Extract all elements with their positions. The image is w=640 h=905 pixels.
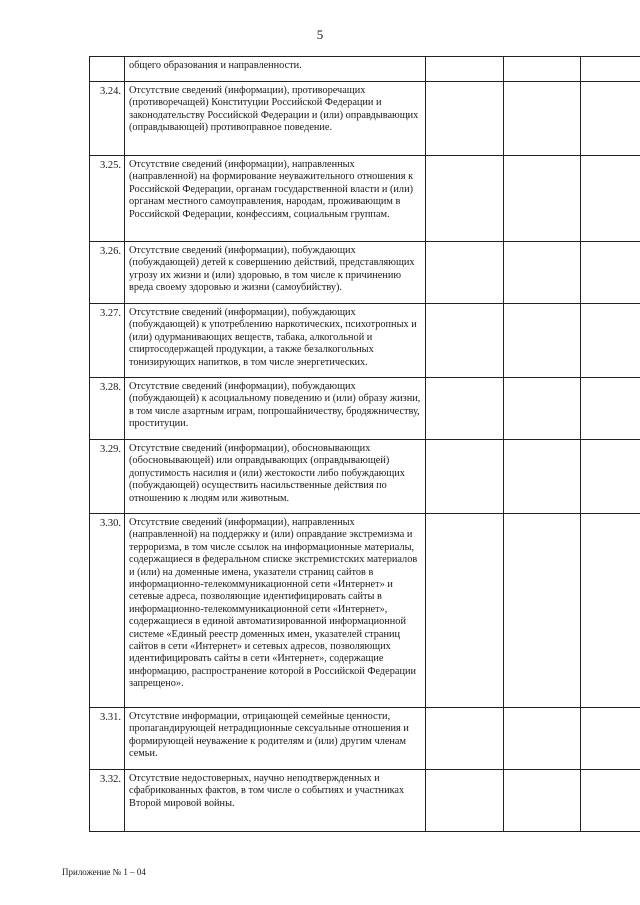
footer-appendix-label: Приложение № 1 – 04 bbox=[62, 867, 146, 877]
page-number: 5 bbox=[316, 27, 324, 42]
requirement-text: общего образования и направленности. bbox=[125, 57, 426, 82]
empty-cell bbox=[581, 242, 640, 304]
empty-cell bbox=[581, 304, 640, 378]
empty-cell bbox=[426, 514, 504, 708]
empty-cell bbox=[426, 57, 504, 82]
table-row bbox=[90, 514, 640, 708]
empty-cell bbox=[504, 708, 581, 770]
row-number: 3.28. bbox=[90, 378, 125, 440]
empty-cell bbox=[426, 708, 504, 770]
empty-cell bbox=[581, 440, 640, 514]
table-row bbox=[90, 156, 640, 242]
empty-cell bbox=[504, 304, 581, 378]
table-row bbox=[90, 304, 640, 378]
table-row bbox=[90, 57, 640, 82]
empty-cell bbox=[504, 242, 581, 304]
requirement-text: Отсутствие сведений (информации), противоречащих (противоречащей) Конституции Российской Федерации и законодательству Российской Федерации и (или) оправдывающих (оправдывающей) противоправное поведение. bbox=[125, 82, 426, 156]
requirement-text: Отсутствие сведений (информации), побуждающих (побуждающей) к употреблению наркотических, психотропных и (или) одурманивающих веществ, табака, алкогольной и спиртосодержащей продукции, а также безалкогольных тонизирующих напитков, в том числе энергетических. bbox=[125, 304, 426, 378]
empty-cell bbox=[426, 440, 504, 514]
row-number: 3.27. bbox=[90, 304, 125, 378]
requirement-text: Отсутствие сведений (информации), обосновывающих (обосновывающей) или оправдывающих (оправдывающей) допустимость насилия и (или) жестокости либо побуждающих (побуждающей) осуществить насильственные действия по отношению к людям или животным. bbox=[125, 440, 426, 514]
row-number: 3.31. bbox=[90, 708, 125, 770]
row-number: 3.25. bbox=[90, 156, 125, 242]
requirement-text: Отсутствие сведений (информации), направленных (направленной) на формирование неуважительного отношения к Российской Федерации, органам государственной власти и (или) органам местного самоуправления, народам, проживающим в Российской Федерации, конфессиям, социальным группам. bbox=[125, 156, 426, 242]
empty-cell bbox=[426, 304, 504, 378]
checklist-body bbox=[90, 57, 640, 832]
empty-cell bbox=[581, 156, 640, 242]
row-number: 3.26. bbox=[90, 242, 125, 304]
empty-cell bbox=[504, 156, 581, 242]
row-number: 3.24. bbox=[90, 82, 125, 156]
table-row bbox=[90, 242, 640, 304]
empty-cell bbox=[426, 82, 504, 156]
requirement-text: Отсутствие сведений (информации), направленных (направленной) на поддержку и (или) оправдание экстремизма и терроризма, в том числе ссылок на информационные материалы, содержащиеся в федеральном списке экстремистских материалов и (или) на доменные имена, указатели страниц сайтов в информационно-телекоммуникационной сети «Интернет» и сетевые адреса, позволяющие идентифицировать сайты в информационно-телекоммуникационной сети «Интернет», содержащиеся в единой автоматизированной информационной системе «Единый реестр доменных имен, указателей страниц сайтов в сети «Интернет» и сетевых адресов, позволяющих идентифицировать сайты в сети «Интернет», содержащие информацию, распространение которой в Российской Федерации запрещено». bbox=[125, 514, 426, 708]
requirement-text: Отсутствие недостоверных, научно неподтвержденных и сфабрикованных фактов, в том числе о событиях и участниках Второй мировой войны. bbox=[125, 770, 426, 832]
table-row bbox=[90, 82, 640, 156]
row-number: 3.32. bbox=[90, 770, 125, 832]
empty-cell bbox=[504, 57, 581, 82]
table-row bbox=[90, 440, 640, 514]
requirement-text: Отсутствие сведений (информации), побуждающих (побуждающей) к асоциальному поведению и (или) образу жизни, в том числе азартным играм, попрошайничеству, бродяжничеству, проституции. bbox=[125, 378, 426, 440]
empty-cell bbox=[504, 770, 581, 832]
row-number: 3.30. bbox=[90, 514, 125, 708]
empty-cell bbox=[581, 770, 640, 832]
empty-cell bbox=[504, 440, 581, 514]
empty-cell bbox=[504, 514, 581, 708]
empty-cell bbox=[581, 708, 640, 770]
empty-cell bbox=[504, 82, 581, 156]
empty-cell bbox=[426, 378, 504, 440]
table-row bbox=[90, 770, 640, 832]
empty-cell bbox=[426, 156, 504, 242]
row-number: 3.29. bbox=[90, 440, 125, 514]
empty-cell bbox=[581, 514, 640, 708]
empty-cell bbox=[581, 82, 640, 156]
empty-cell bbox=[426, 242, 504, 304]
empty-cell bbox=[581, 57, 640, 82]
empty-cell bbox=[426, 770, 504, 832]
empty-cell bbox=[504, 378, 581, 440]
empty-cell bbox=[581, 378, 640, 440]
requirement-text: Отсутствие сведений (информации), побуждающих (побуждающей) детей к совершению действий, представляющих угрозу их жизни и (или) здоровью, в том числе к причинению вреда своему здоровью и жизни (самоубийству). bbox=[125, 242, 426, 304]
requirement-text: Отсутствие информации, отрицающей семейные ценности, пропагандирующей нетрадиционные сексуальные отношения и формирующей неуважение к родителям и (или) другим членам семьи. bbox=[125, 708, 426, 770]
table-row bbox=[90, 378, 640, 440]
checklist-table bbox=[89, 56, 640, 832]
row-number bbox=[90, 57, 125, 82]
table-row bbox=[90, 708, 640, 770]
